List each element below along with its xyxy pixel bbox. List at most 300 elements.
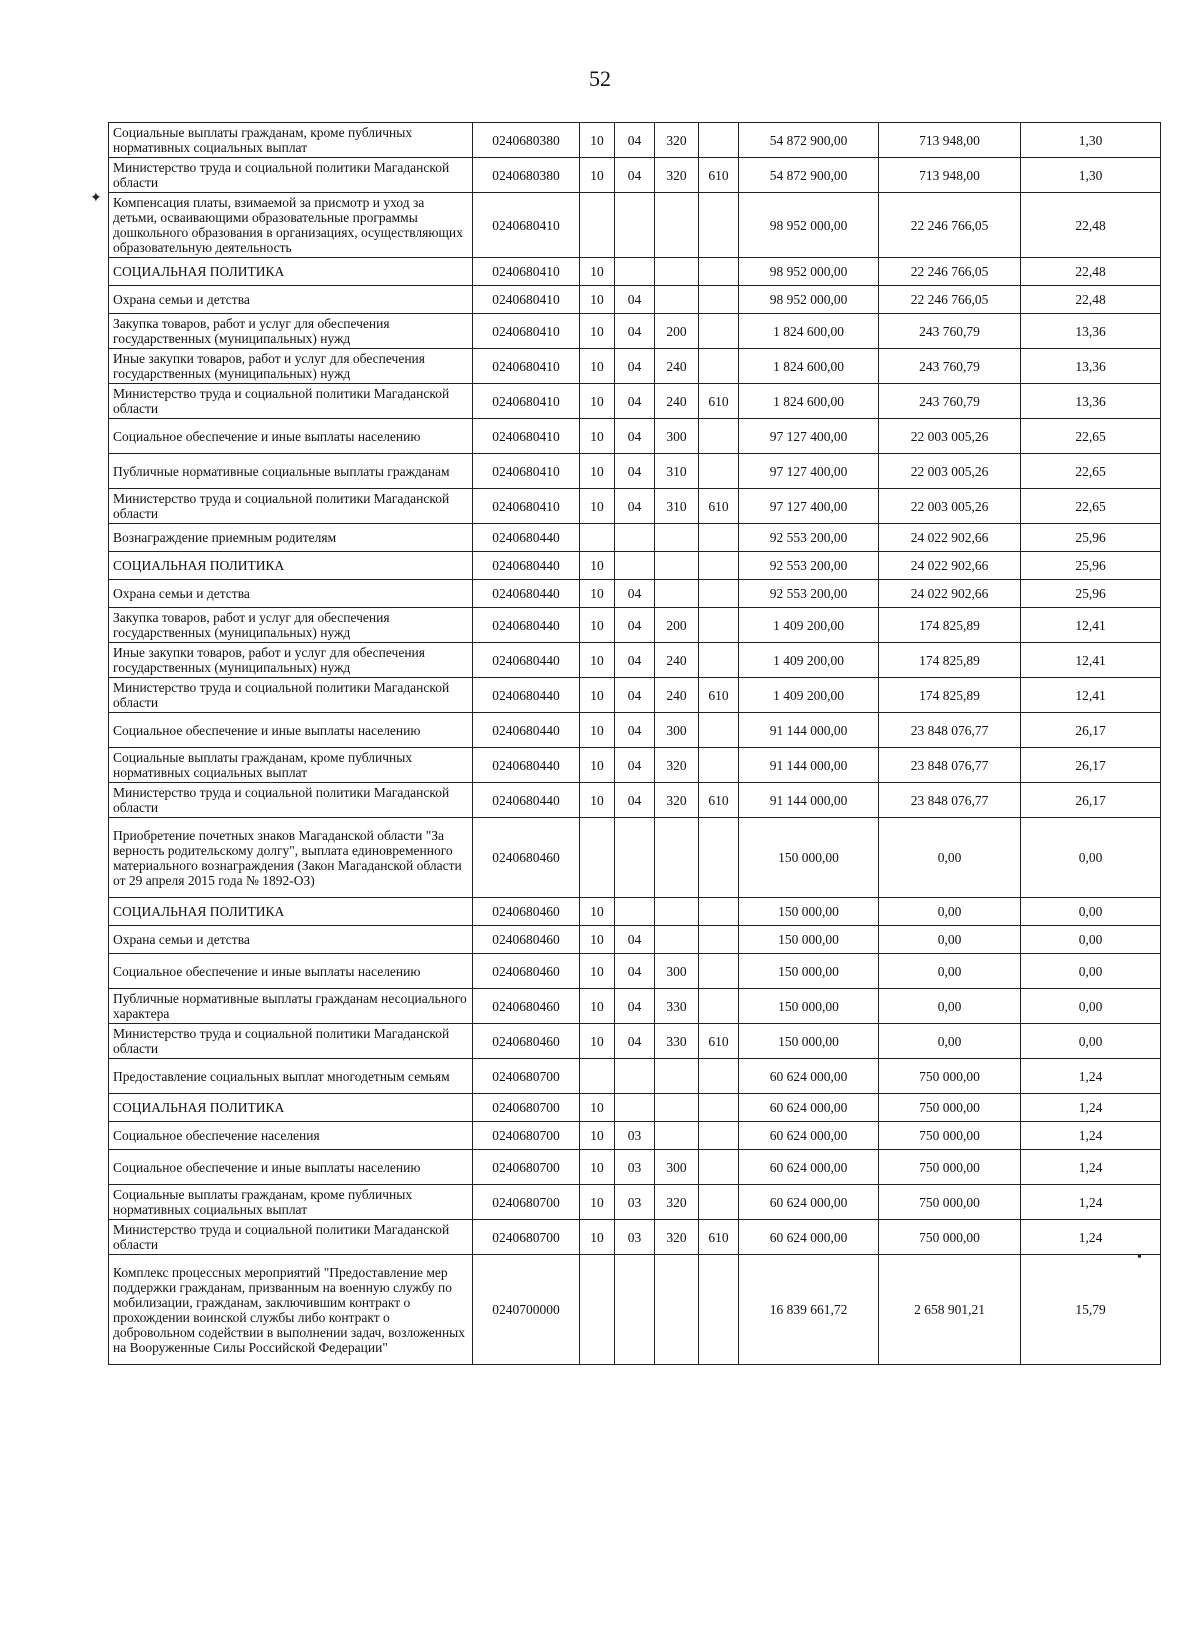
table-row [109,989,1161,1024]
row-expense-type [655,926,699,954]
row-plan-amount: 150 000,00 [739,1024,879,1059]
row-plan-amount: 60 624 000,00 [739,1220,879,1255]
row-executed-amount: 750 000,00 [879,1059,1021,1094]
row-org-code: 610 [699,384,739,419]
row-executed-amount: 174 825,89 [879,608,1021,643]
row-percent: 22,65 [1021,454,1161,489]
row-executed-amount: 24 022 902,66 [879,524,1021,552]
table-row [109,454,1161,489]
table-row [109,193,1161,258]
row-executed-amount: 23 848 076,77 [879,748,1021,783]
row-plan-amount: 91 144 000,00 [739,748,879,783]
table-body [109,123,1161,1365]
row-code: 0240680410 [473,314,580,349]
row-code: 0240680440 [473,713,580,748]
row-section: 10 [580,1185,615,1220]
row-expense-type [655,1122,699,1150]
row-org-code: 610 [699,158,739,193]
row-plan-amount: 1 409 200,00 [739,643,879,678]
row-executed-amount: 713 948,00 [879,158,1021,193]
table-row [109,1122,1161,1150]
row-expense-type: 240 [655,643,699,678]
row-section: 10 [580,643,615,678]
table-row [109,1255,1161,1365]
row-code: 0240680700 [473,1220,580,1255]
row-section: 10 [580,989,615,1024]
table-row [109,713,1161,748]
row-executed-amount: 750 000,00 [879,1185,1021,1220]
row-org-code: 610 [699,783,739,818]
table-row [109,1220,1161,1255]
row-org-code [699,1150,739,1185]
page-number: 52 [589,66,611,91]
row-percent: 26,17 [1021,748,1161,783]
row-expense-type: 320 [655,123,699,158]
table-row [109,783,1161,818]
row-code: 0240680440 [473,580,580,608]
table-row [109,748,1161,783]
row-org-code: 610 [699,489,739,524]
row-subsection: 04 [615,123,655,158]
row-name: Публичные нормативные социальные выплаты гражданам [109,454,473,489]
row-name: Предоставление социальных выплат многодетным семьям [109,1059,473,1094]
row-percent: 26,17 [1021,783,1161,818]
row-org-code [699,552,739,580]
row-expense-type: 320 [655,158,699,193]
row-percent: 25,96 [1021,580,1161,608]
row-name: Министерство труда и социальной политики Магаданской области [109,1220,473,1255]
row-percent: 25,96 [1021,524,1161,552]
table-row [109,1185,1161,1220]
row-name: Министерство труда и социальной политики Магаданской области [109,783,473,818]
row-percent: 1,24 [1021,1122,1161,1150]
table-row [109,1059,1161,1094]
row-name: Социальные выплаты гражданам, кроме публичных нормативных социальных выплат [109,1185,473,1220]
row-section: 10 [580,926,615,954]
row-code: 0240680410 [473,419,580,454]
row-code: 0240680460 [473,818,580,898]
table-row [109,258,1161,286]
row-subsection: 04 [615,643,655,678]
row-percent: 1,24 [1021,1094,1161,1122]
row-subsection: 04 [615,158,655,193]
table-row [109,580,1161,608]
row-name: Приобретение почетных знаков Магаданской области "За верность родительскому долгу", выплата единовременного материального вознаграждения (Закон Магаданской области от 29 апреля 2015 года № 1892-ОЗ) [109,818,473,898]
row-code: 0240680700 [473,1150,580,1185]
row-code: 0240680460 [473,898,580,926]
row-expense-type: 330 [655,989,699,1024]
row-plan-amount: 97 127 400,00 [739,489,879,524]
row-plan-amount: 1 409 200,00 [739,608,879,643]
row-code: 0240680380 [473,158,580,193]
row-section [580,1255,615,1365]
row-subsection: 04 [615,489,655,524]
row-subsection: 04 [615,384,655,419]
row-subsection: 04 [615,286,655,314]
row-name: Социальное обеспечение и иные выплаты населению [109,419,473,454]
row-org-code [699,123,739,158]
row-plan-amount: 1 409 200,00 [739,678,879,713]
table-row [109,926,1161,954]
row-section: 10 [580,258,615,286]
row-percent: 12,41 [1021,643,1161,678]
row-executed-amount: 22 003 005,26 [879,489,1021,524]
row-percent: 0,00 [1021,954,1161,989]
row-expense-type [655,1059,699,1094]
row-section: 10 [580,1150,615,1185]
row-code: 0240680440 [473,678,580,713]
row-executed-amount: 0,00 [879,926,1021,954]
row-org-code [699,989,739,1024]
row-code: 0240680700 [473,1122,580,1150]
row-section: 10 [580,678,615,713]
row-name: Социальные выплаты гражданам, кроме публичных нормативных социальных выплат [109,123,473,158]
row-percent: 0,00 [1021,1024,1161,1059]
row-percent: 1,30 [1021,158,1161,193]
row-section: 10 [580,384,615,419]
row-executed-amount: 22 003 005,26 [879,454,1021,489]
row-subsection: 03 [615,1185,655,1220]
table-row [109,608,1161,643]
row-expense-type: 300 [655,419,699,454]
row-name: Социальное обеспечение и иные выплаты населению [109,954,473,989]
row-expense-type [655,524,699,552]
row-subsection: 04 [615,314,655,349]
row-executed-amount: 243 760,79 [879,349,1021,384]
row-plan-amount: 60 624 000,00 [739,1185,879,1220]
row-executed-amount: 22 246 766,05 [879,258,1021,286]
row-expense-type: 320 [655,748,699,783]
row-name: Социальное обеспечение и иные выплаты населению [109,1150,473,1185]
row-plan-amount: 1 824 600,00 [739,349,879,384]
row-name: Социальное обеспечение и иные выплаты населению [109,713,473,748]
row-org-code [699,1185,739,1220]
row-name: СОЦИАЛЬНАЯ ПОЛИТИКА [109,552,473,580]
row-plan-amount: 60 624 000,00 [739,1122,879,1150]
row-plan-amount: 60 624 000,00 [739,1150,879,1185]
row-executed-amount: 24 022 902,66 [879,580,1021,608]
row-expense-type [655,552,699,580]
row-executed-amount: 243 760,79 [879,314,1021,349]
row-executed-amount: 713 948,00 [879,123,1021,158]
row-org-code [699,193,739,258]
row-subsection: 04 [615,349,655,384]
row-expense-type: 320 [655,1220,699,1255]
row-subsection [615,552,655,580]
row-org-code [699,1122,739,1150]
row-code: 0240680440 [473,608,580,643]
row-executed-amount: 2 658 901,21 [879,1255,1021,1365]
row-section: 10 [580,580,615,608]
row-name: СОЦИАЛЬНАЯ ПОЛИТИКА [109,898,473,926]
table-row [109,552,1161,580]
row-executed-amount: 174 825,89 [879,643,1021,678]
row-section: 10 [580,1094,615,1122]
row-plan-amount: 1 824 600,00 [739,314,879,349]
table-row [109,678,1161,713]
row-subsection: 04 [615,580,655,608]
row-plan-amount: 54 872 900,00 [739,123,879,158]
row-subsection [615,1094,655,1122]
row-executed-amount: 22 003 005,26 [879,419,1021,454]
row-code: 0240680410 [473,349,580,384]
row-plan-amount: 150 000,00 [739,818,879,898]
row-expense-type [655,1094,699,1122]
row-name: Вознаграждение приемным родителям [109,524,473,552]
row-code: 0240680460 [473,1024,580,1059]
row-executed-amount: 750 000,00 [879,1122,1021,1150]
row-percent: 1,24 [1021,1220,1161,1255]
row-code: 0240680460 [473,989,580,1024]
row-executed-amount: 0,00 [879,954,1021,989]
row-name: Министерство труда и социальной политики Магаданской области [109,1024,473,1059]
row-org-code [699,419,739,454]
row-percent: 0,00 [1021,989,1161,1024]
row-name: Иные закупки товаров, работ и услуг для обеспечения государственных (муниципальных) нужд [109,349,473,384]
row-percent: 1,30 [1021,123,1161,158]
table-row [109,286,1161,314]
row-executed-amount: 0,00 [879,898,1021,926]
row-section: 10 [580,608,615,643]
row-plan-amount: 1 824 600,00 [739,384,879,419]
row-executed-amount: 22 246 766,05 [879,286,1021,314]
row-plan-amount: 60 624 000,00 [739,1094,879,1122]
row-org-code [699,454,739,489]
row-expense-type: 320 [655,783,699,818]
row-code: 0240680410 [473,489,580,524]
row-plan-amount: 16 839 661,72 [739,1255,879,1365]
row-code: 0240680700 [473,1059,580,1094]
row-expense-type: 240 [655,384,699,419]
scan-mark-icon: ✦ [90,191,102,206]
row-section: 10 [580,713,615,748]
row-subsection: 04 [615,454,655,489]
row-name: Охрана семьи и детства [109,580,473,608]
row-percent: 22,48 [1021,193,1161,258]
row-executed-amount: 24 022 902,66 [879,552,1021,580]
row-percent: 1,24 [1021,1150,1161,1185]
row-code: 0240680380 [473,123,580,158]
row-expense-type: 320 [655,1185,699,1220]
row-section: 10 [580,552,615,580]
row-plan-amount: 150 000,00 [739,898,879,926]
row-section: 10 [580,419,615,454]
row-subsection [615,258,655,286]
table-row [109,643,1161,678]
table-row [109,349,1161,384]
row-subsection: 04 [615,954,655,989]
row-section: 10 [580,748,615,783]
row-name: Министерство труда и социальной политики Магаданской области [109,384,473,419]
table-row [109,818,1161,898]
row-org-code: 610 [699,1024,739,1059]
row-executed-amount: 750 000,00 [879,1150,1021,1185]
row-percent: 12,41 [1021,608,1161,643]
row-plan-amount: 150 000,00 [739,926,879,954]
row-name: СОЦИАЛЬНАЯ ПОЛИТИКА [109,1094,473,1122]
row-name: Министерство труда и социальной политики Магаданской области [109,678,473,713]
row-subsection: 04 [615,783,655,818]
row-subsection [615,193,655,258]
row-subsection [615,818,655,898]
table-row [109,158,1161,193]
row-section: 10 [580,1122,615,1150]
row-section: 10 [580,1220,615,1255]
row-section: 10 [580,314,615,349]
table-row [109,489,1161,524]
row-expense-type [655,258,699,286]
row-subsection: 04 [615,1024,655,1059]
row-expense-type: 240 [655,678,699,713]
row-org-code [699,1059,739,1094]
row-subsection: 04 [615,608,655,643]
row-subsection: 04 [615,748,655,783]
row-code: 0240680410 [473,193,580,258]
row-name: Закупка товаров, работ и услуг для обеспечения государственных (муниципальных) нужд [109,314,473,349]
row-org-code [699,818,739,898]
row-section: 10 [580,898,615,926]
row-percent: 22,65 [1021,489,1161,524]
row-subsection: 03 [615,1150,655,1185]
row-org-code [699,926,739,954]
row-org-code: 610 [699,1220,739,1255]
row-subsection [615,1255,655,1365]
row-org-code [699,1255,739,1365]
row-section: 10 [580,286,615,314]
row-executed-amount: 23 848 076,77 [879,783,1021,818]
row-code: 0240680700 [473,1094,580,1122]
row-percent: 13,36 [1021,349,1161,384]
row-executed-amount: 174 825,89 [879,678,1021,713]
table-row [109,1094,1161,1122]
row-percent: 12,41 [1021,678,1161,713]
row-plan-amount: 97 127 400,00 [739,419,879,454]
scan-dot-icon: • [1137,1250,1142,1265]
row-subsection [615,1059,655,1094]
budget-table [108,122,1161,1365]
table-row [109,1024,1161,1059]
row-executed-amount: 0,00 [879,818,1021,898]
row-subsection [615,898,655,926]
row-section [580,818,615,898]
row-section [580,1059,615,1094]
row-subsection: 03 [615,1220,655,1255]
row-executed-amount: 0,00 [879,989,1021,1024]
row-plan-amount: 60 624 000,00 [739,1059,879,1094]
row-section: 10 [580,123,615,158]
row-org-code [699,258,739,286]
row-subsection: 04 [615,713,655,748]
row-org-code [699,349,739,384]
row-org-code [699,524,739,552]
row-expense-type: 300 [655,713,699,748]
row-name: Компенсация платы, взимаемой за присмотр и уход за детьми, осваивающими образовательные программы дошкольного образования в организациях, осуществляющих образовательную деятельность [109,193,473,258]
row-expense-type [655,1255,699,1365]
row-name: Министерство труда и социальной политики Магаданской области [109,489,473,524]
row-plan-amount: 98 952 000,00 [739,286,879,314]
row-name: Министерство труда и социальной политики Магаданской области [109,158,473,193]
row-expense-type: 240 [655,349,699,384]
row-percent: 0,00 [1021,898,1161,926]
row-name: Публичные нормативные выплаты гражданам несоциального характера [109,989,473,1024]
row-code: 0240680460 [473,954,580,989]
row-subsection: 03 [615,1122,655,1150]
row-expense-type: 300 [655,954,699,989]
row-org-code [699,954,739,989]
row-expense-type [655,898,699,926]
table-row [109,954,1161,989]
row-plan-amount: 98 952 000,00 [739,258,879,286]
row-percent: 1,24 [1021,1185,1161,1220]
row-org-code: 610 [699,678,739,713]
row-expense-type: 310 [655,454,699,489]
row-section [580,193,615,258]
row-expense-type [655,818,699,898]
row-expense-type: 330 [655,1024,699,1059]
row-executed-amount: 243 760,79 [879,384,1021,419]
table-row [109,898,1161,926]
row-name: Закупка товаров, работ и услуг для обеспечения государственных (муниципальных) нужд [109,608,473,643]
row-expense-type: 200 [655,314,699,349]
row-name: Охрана семьи и детства [109,286,473,314]
row-plan-amount: 150 000,00 [739,954,879,989]
row-name: Социальные выплаты гражданам, кроме публичных нормативных социальных выплат [109,748,473,783]
row-code: 0240680440 [473,643,580,678]
row-org-code [699,580,739,608]
row-org-code [699,898,739,926]
row-percent: 0,00 [1021,926,1161,954]
row-plan-amount: 91 144 000,00 [739,783,879,818]
row-section: 10 [580,954,615,989]
row-executed-amount: 750 000,00 [879,1094,1021,1122]
row-section: 10 [580,454,615,489]
row-executed-amount: 23 848 076,77 [879,713,1021,748]
row-expense-type: 310 [655,489,699,524]
row-expense-type: 300 [655,1150,699,1185]
row-code: 0240680440 [473,748,580,783]
row-plan-amount: 150 000,00 [739,989,879,1024]
row-org-code [699,713,739,748]
row-expense-type [655,193,699,258]
row-subsection [615,524,655,552]
row-percent: 0,00 [1021,818,1161,898]
table-row [109,314,1161,349]
row-percent: 13,36 [1021,384,1161,419]
row-plan-amount: 54 872 900,00 [739,158,879,193]
table-row [109,384,1161,419]
row-subsection: 04 [615,419,655,454]
row-name: Социальное обеспечение населения [109,1122,473,1150]
row-expense-type: 200 [655,608,699,643]
row-code: 0240680700 [473,1185,580,1220]
row-section: 10 [580,349,615,384]
row-code: 0240680410 [473,384,580,419]
row-executed-amount: 22 246 766,05 [879,193,1021,258]
row-code: 0240680440 [473,783,580,818]
row-code: 0240680410 [473,258,580,286]
row-percent: 1,24 [1021,1059,1161,1094]
row-code: 0240680440 [473,552,580,580]
row-expense-type [655,286,699,314]
row-percent: 22,65 [1021,419,1161,454]
row-code: 0240680440 [473,524,580,552]
row-section [580,524,615,552]
row-plan-amount: 91 144 000,00 [739,713,879,748]
row-percent: 25,96 [1021,552,1161,580]
row-section: 10 [580,1024,615,1059]
row-org-code [699,286,739,314]
row-plan-amount: 92 553 200,00 [739,580,879,608]
